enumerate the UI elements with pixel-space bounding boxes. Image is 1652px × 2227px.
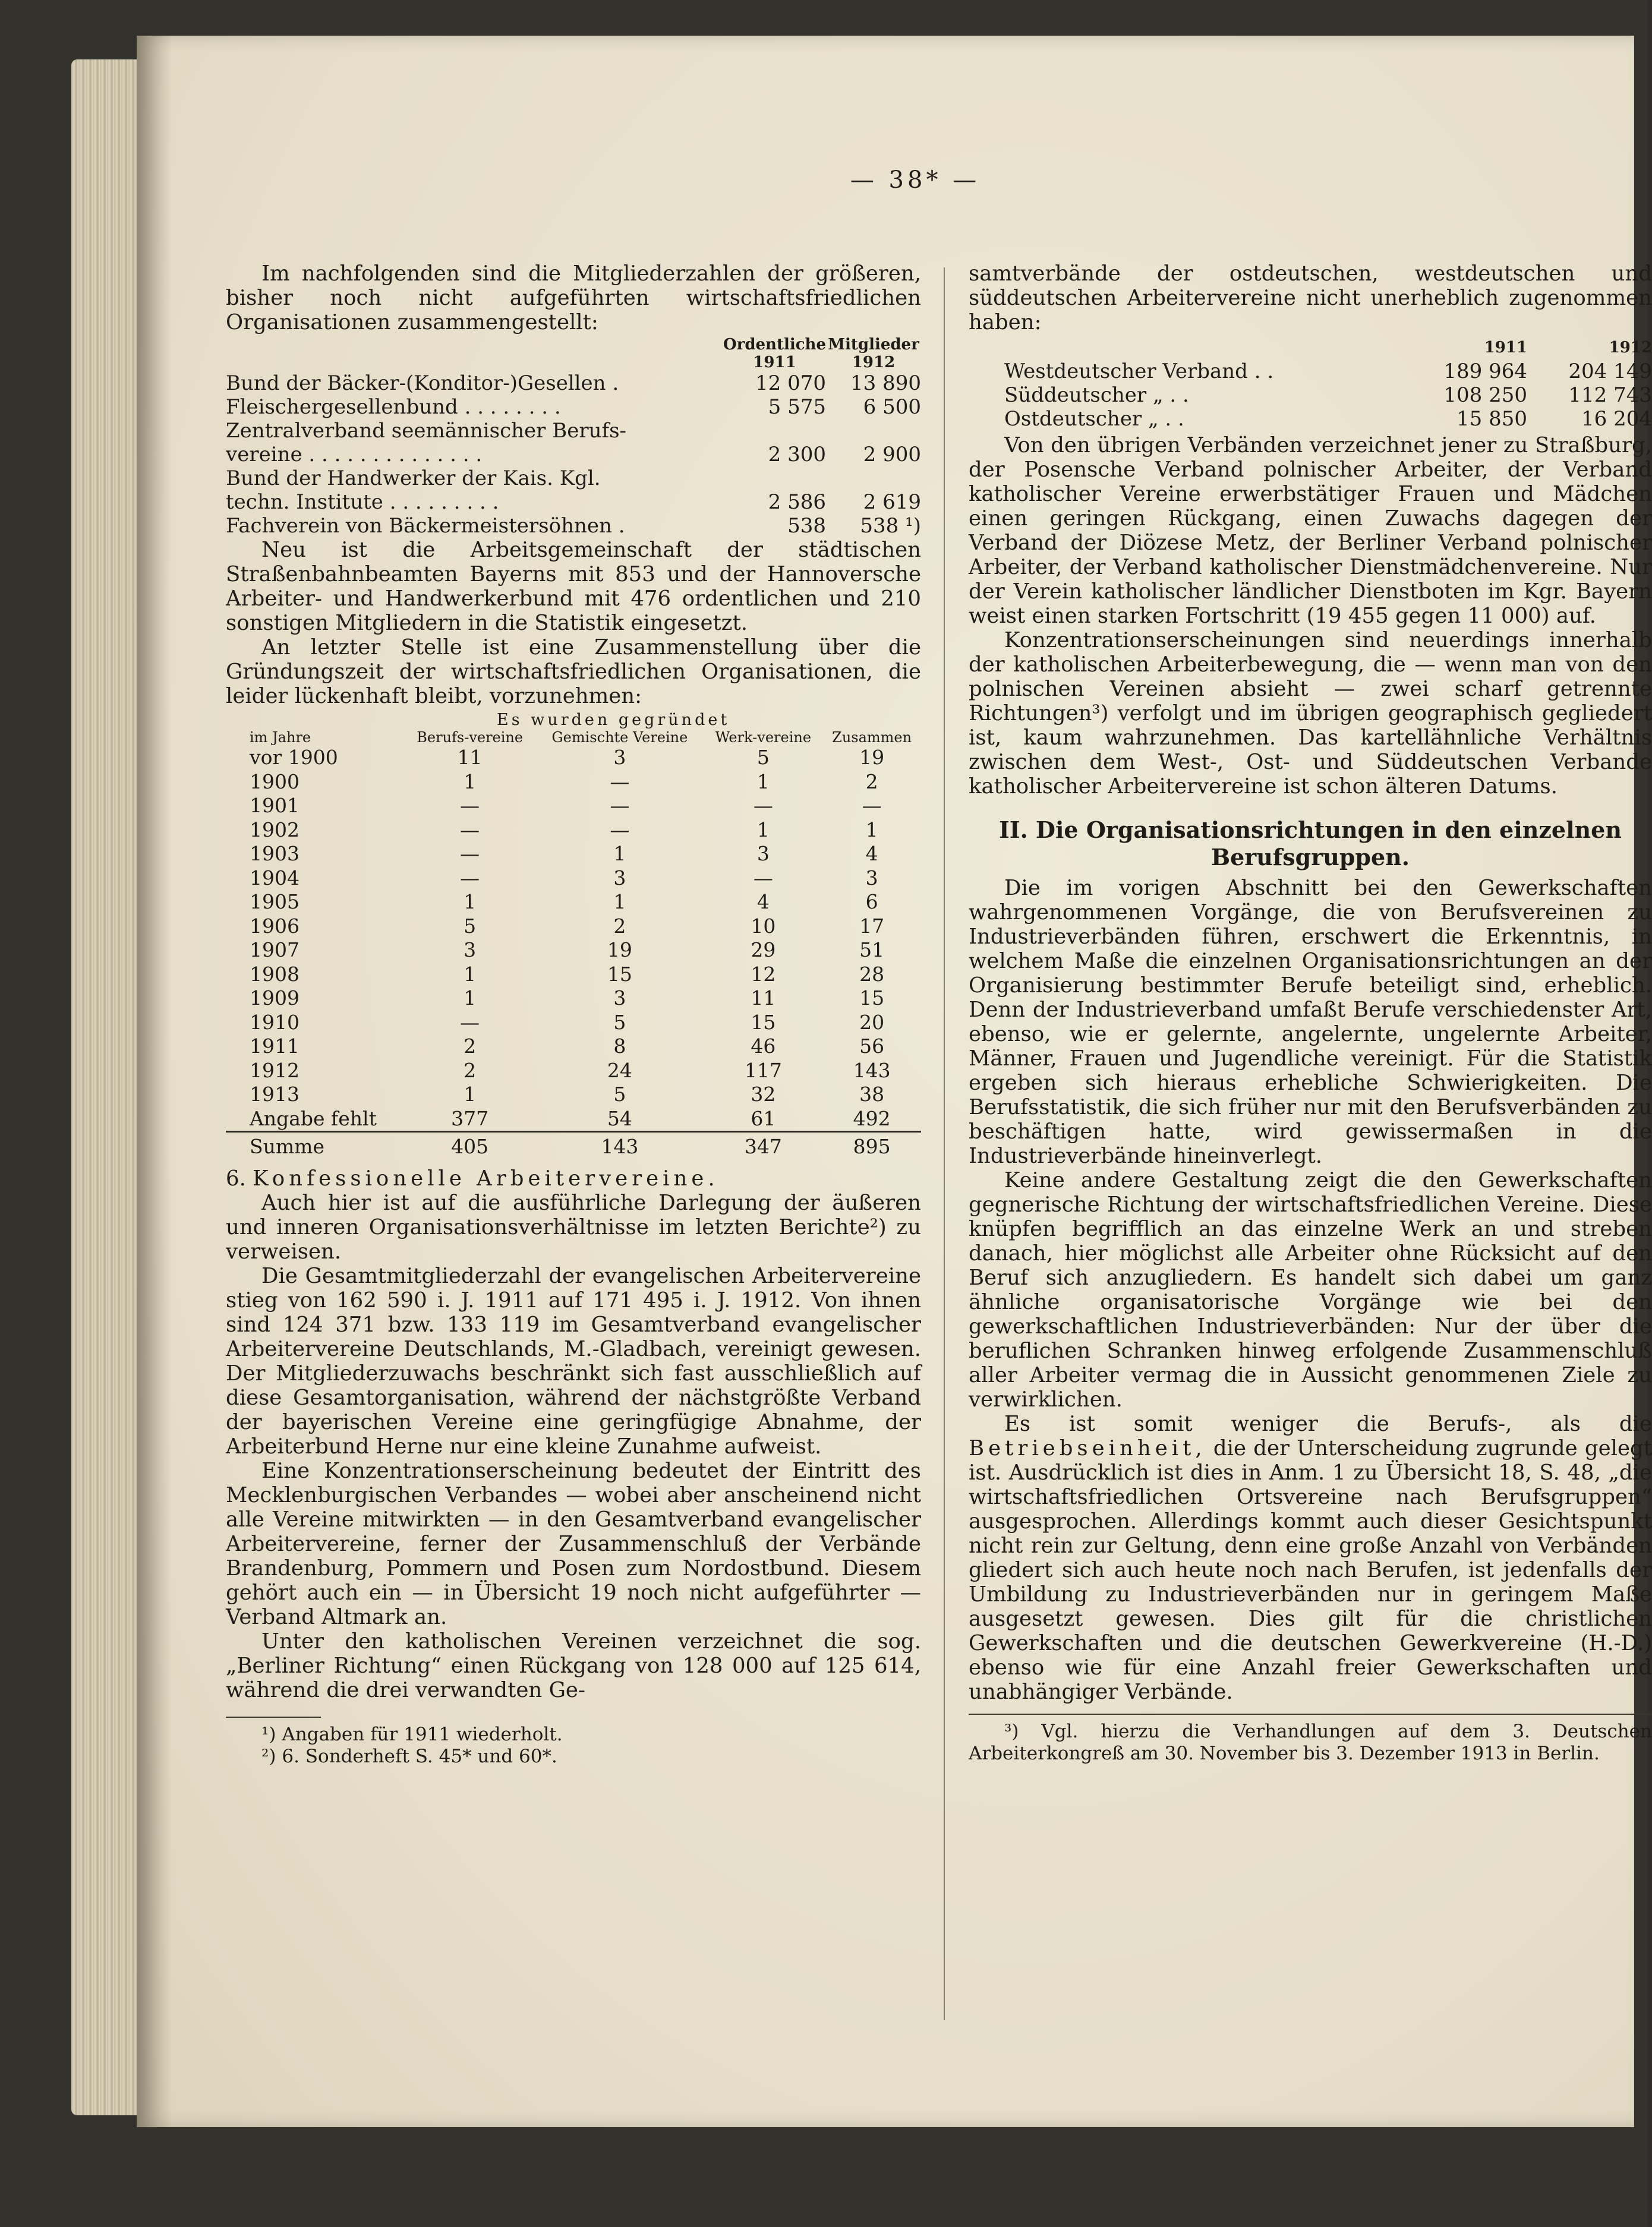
- footnote-1: ¹) Angaben für 1911 wiederholt.: [261, 1723, 563, 1745]
- row-werkvereine: —: [753, 794, 773, 817]
- year-1911: 1911: [1484, 339, 1527, 357]
- row-werkvereine: 11: [751, 986, 776, 1010]
- row-berufsvereine: 377: [404, 1107, 535, 1132]
- row-year: 1907: [250, 938, 299, 961]
- table-row: [226, 371, 921, 395]
- table-row: [969, 359, 1652, 383]
- paragraph-es-emphasis: Betriebseinheit,: [969, 1436, 1206, 1461]
- row-berufsvereine: 1: [464, 769, 477, 793]
- row-zusammen: 56: [859, 1034, 885, 1058]
- page-number: — 38* —: [850, 166, 981, 194]
- row-year: vor 1900: [250, 746, 338, 769]
- row-berufsvereine: 3: [464, 938, 477, 961]
- row-werkvereine: 61: [704, 1107, 823, 1132]
- row-value-1912: 16 204: [1581, 407, 1652, 431]
- sum-gemischte: 143: [601, 1135, 639, 1158]
- right-column: [969, 261, 1652, 1765]
- header-ordentliche: Ordentliche: [723, 336, 826, 354]
- table-row: [226, 794, 921, 818]
- row-zusammen: 492: [822, 1107, 921, 1132]
- col-werkvereine: Werk-vereine: [715, 729, 812, 746]
- paragraph-es-rest: die der Unterscheidung zugrunde gelegt ist. Ausdrücklich ist dies in Anm. 1 zu Übersicht 18, S. 48, „die wirtschaftsfriedlichen Ortsvereine nach Berufsgruppen“ ausgesprochen. Allerdings kommt auch dieser Gesichtspunkt nicht rein zur Geltung, denn eine große Anzahl von Verbänden gliedert sich auch heute noch nach Berufen, ist jedenfalls der Umbildung zu Industrieverbänden nur in geringem Maße ausgesetzt gewesen. Dies gilt für die christlichen Gewerkschaften und die deutschen Gewerkvereine (H.-D.) ebenso wie für eine Anzahl freier Gewerkschaften und unabhängiger Verbände.: [969, 1436, 1652, 1704]
- row-gemischte: —: [610, 818, 630, 841]
- table-row: [226, 842, 921, 866]
- col-year: im Jahre: [250, 729, 311, 746]
- row-gemischte: —: [610, 794, 630, 817]
- row-value-1912: [826, 466, 921, 490]
- table-row: [226, 1083, 921, 1107]
- row-year: 1909: [250, 986, 299, 1010]
- row-werkvereine: 12: [751, 962, 776, 986]
- col-zusammen: Zusammen: [832, 729, 912, 746]
- row-berufsvereine: 1: [464, 890, 477, 913]
- row-gemischte: —: [610, 769, 630, 793]
- row-werkvereine: 4: [756, 890, 770, 913]
- footnote-rule-right: [969, 1714, 1652, 1715]
- section-2-line-2: Berufsgruppen.: [1210, 844, 1410, 870]
- row-value-1912: 13 890: [850, 371, 921, 395]
- table-row: [226, 818, 921, 843]
- table-row: [226, 866, 921, 891]
- footnote-2: ²) 6. Sonderheft S. 45* und 60*.: [261, 1745, 557, 1767]
- paragraph-auch: Auch hier ist auf die ausführliche Darlegung der äußeren und inneren Organisationsverhältnisse im letzten Berichte²) zu verweisen.: [226, 1190, 921, 1264]
- row-year: 1913: [250, 1083, 299, 1106]
- table-row: [969, 407, 1652, 431]
- row-label: techn. Institute . . . . . . . . .: [226, 490, 499, 514]
- row-berufsvereine: —: [460, 842, 480, 865]
- row-label: Süddeutscher „ . .: [1004, 383, 1189, 407]
- paragraph-von: Von den übrigen Verbänden verzeichnet jener zu Straßburg, der Posensche Verband polnischer Arbeiter, der Verband katholischer Vereine erwerbstätiger Frauen und Mädchen einen geringen Rückgang, einen Zuwachs dagegen der Verband der Diözese Metz, der Berliner Verband polnischer Arbeiter, der Verband katholischer Dienstmädchenvereine. Nur der Verein katholischer ländlicher Dienstboten im Kgr. Bayern weist einen starken Fortschritt (19 455 gegen 11 000) auf.: [969, 433, 1652, 628]
- row-value-1912: [826, 419, 921, 443]
- row-value-1912: 538 ¹): [860, 514, 921, 538]
- header-mitglieder: Mitglieder: [828, 336, 919, 354]
- row-value-1911: 189 964: [1443, 359, 1527, 383]
- paragraph-es-start: Es ist somit weniger die Berufs-, als die: [1004, 1412, 1652, 1436]
- row-berufsvereine: 2: [464, 1058, 477, 1082]
- row-zusammen: 1: [865, 818, 878, 841]
- year-1911: 1911: [753, 354, 796, 371]
- row-berufsvereine: 2: [464, 1034, 477, 1058]
- catholic-federations-table: [969, 336, 1652, 431]
- table-row: [226, 419, 921, 443]
- row-value-1912: 2 900: [863, 443, 921, 466]
- row-zusammen: 3: [865, 866, 878, 889]
- table-row: [226, 746, 921, 770]
- row-year: 1910: [250, 1010, 299, 1034]
- row-label: Westdeutscher Verband . .: [1004, 359, 1274, 383]
- paragraph-gesamt: Die Gesamtmitgliederzahl der evangelischen Arbeitervereine stieg von 162 590 i. J. 1911 auf 171 495 i. J. 1912. Von ihnen sind 124 371 bzw. 133 119 im Gesamtverband evangelischer Arbeitervereine Deutschlands, M.-Gladbach, vereinigt gewesen. Der Mitgliederzuwachs beschränkt sich fast ausschließlich auf diese Gesamtorganisation, während der nächstgrößte Verband der bayerischen Vereine eine geringfügige Abnahme, der Arbeiterbund Herne nur eine kleine Zunahme aufweist.: [226, 1263, 921, 1459]
- col-gemischte: Gemischte Vereine: [551, 729, 688, 746]
- row-zusammen: 17: [859, 914, 885, 938]
- row-gemischte: 8: [613, 1034, 626, 1058]
- table-row: [226, 395, 921, 419]
- paragraph-neu: Neu ist die Arbeitsgemeinschaft der städtischen Straßenbahnbeamten Bayerns mit 853 und der Hannoversche Arbeiter- und Handwerkerbund mit 476 ordentlichen und 210 sonstigen Mitgliedern in die Statistik eingesetzt.: [226, 538, 921, 635]
- row-gemischte: 3: [613, 746, 626, 769]
- table-row: [226, 938, 921, 963]
- column-divider: [944, 267, 945, 2020]
- row-year: 1906: [250, 914, 299, 938]
- row-gemischte: 5: [613, 1083, 626, 1106]
- row-label: vereine . . . . . . . . . . . . . .: [226, 443, 483, 466]
- row-zusammen: 2: [865, 769, 878, 793]
- row-value-1912: 204 149: [1568, 359, 1652, 383]
- year-1912: 1912: [1609, 339, 1652, 357]
- row-year: 1900: [250, 769, 299, 793]
- table-row: [969, 383, 1652, 407]
- row-zusammen: 143: [853, 1058, 891, 1082]
- year-1912: 1912: [852, 354, 896, 371]
- row-zusammen: 19: [859, 746, 885, 769]
- row-berufsvereine: —: [460, 794, 480, 817]
- row-zusammen: 20: [859, 1010, 885, 1034]
- footnote-3: ³) Vgl. hierzu die Verhandlungen auf dem 3. Deutschen Arbeiterkongreß am 30. November bis 3. Dezember 1913 in Berlin.: [969, 1721, 1652, 1764]
- row-werkvereine: 10: [751, 914, 776, 938]
- membership-table-header: [226, 336, 921, 354]
- founding-table: [226, 711, 921, 1159]
- row-value-1912: 6 500: [863, 395, 921, 419]
- table-row: [226, 443, 921, 466]
- row-gemischte: 19: [607, 938, 632, 961]
- row-werkvereine: 29: [751, 938, 776, 961]
- table-row: [226, 466, 921, 490]
- row-gemischte: 1: [613, 842, 626, 865]
- section-6-title: Konfessionelle Arbeitervereine.: [253, 1166, 719, 1191]
- table-row: [226, 490, 921, 514]
- row-werkvereine: 1: [756, 818, 770, 841]
- table-row: [226, 914, 921, 939]
- row-gemischte: 2: [613, 914, 626, 938]
- row-werkvereine: 1: [756, 769, 770, 793]
- footnote-rule: [226, 1717, 321, 1718]
- row-value-1912: 2 619: [863, 490, 921, 514]
- row-berufsvereine: 1: [464, 1083, 477, 1106]
- row-value-1911: 2 300: [768, 443, 826, 466]
- row-zusammen: 6: [865, 890, 878, 913]
- row-value-1911: 2 586: [768, 490, 826, 514]
- table-row: [226, 963, 921, 987]
- row-zusammen: 51: [859, 938, 885, 961]
- table-row: [226, 1034, 921, 1059]
- row-label: Zentralverband seemännischer Berufs-: [226, 419, 627, 443]
- table-row: [226, 986, 921, 1011]
- row-year: 1904: [250, 866, 299, 889]
- paragraph-keine: Keine andere Gestaltung zeigt die den Gewerkschaften gegnerische Richtung der wirtschaftsfriedlichen Vereine. Diese knüpfen begrifflich an das einzelne Werk an und streben danach, hier möglichst alle Arbeiter ohne Rücksicht auf den Beruf sich anzugliedern. Es handelt sich dabei um ganz ähnliche organisatorische Vorgänge wie bei den gewerkschaftlichen Industrieverbänden: Nur der über die beruflichen Schranken hinweg erfolgende Zusammenschluß aller Arbeiter vermag die in Aussicht genommenen Ziele zu verwirklichen.: [969, 1168, 1652, 1412]
- row-gemischte: 24: [607, 1058, 632, 1082]
- row-label: Bund der Bäcker-(Konditor-)Gesellen .: [226, 371, 619, 395]
- row-label: Bund der Handwerker der Kais. Kgl.: [226, 466, 601, 490]
- row-year: 1905: [250, 890, 299, 913]
- paragraph-die: Die im vorigen Abschnitt bei den Gewerkschaften wahrgenommenen Vorgänge, die von Berufsvereinen zu Industrieverbänden führen, erschwert die Erkenntnis, in welchem Maße die einzelnen Organisationsrichtungen an der Organisierung bestimmter Berufe beteiligt sind, erheblich. Denn der Industrieverband umfaßt Berufe verschiedenster Art, ebenso, wie er gelernte, angelernte, ungelernte Arbeiter, Männer, Frauen und Jugendliche vereinigt. Für die Statistik ergeben sich hieraus erhebliche Schwierigkeiten. Die Berufsstatistik, die sich früher nur mit den Berufsverbänden zu beschäftigen hatte, wird gewissermaßen in die Industrieverbände hineinverlegt.: [969, 876, 1652, 1168]
- col-berufsvereine: Berufs-vereine: [417, 729, 524, 746]
- sum-label: Summe: [250, 1135, 324, 1158]
- row-year: 1911: [250, 1034, 299, 1058]
- section-2-heading: [969, 816, 1652, 871]
- row-year: Angabe fehlt: [226, 1107, 404, 1132]
- row-value-1911: [723, 419, 826, 443]
- row-year: 1912: [250, 1058, 299, 1082]
- row-label: Ostdeutscher „ . .: [1004, 407, 1184, 431]
- paragraph-letzter: An letzter Stelle ist eine Zusammenstellung über die Gründungszeit der wirtschaftsfriedlichen Organisationen, die leider lückenhaft bleibt, vorzunehmen:: [226, 635, 921, 708]
- table-row: [226, 1011, 921, 1035]
- row-werkvereine: 5: [756, 746, 770, 769]
- membership-table-years: [226, 354, 921, 371]
- row-value-1912: 112 743: [1568, 383, 1652, 407]
- section-6-heading: [226, 1166, 921, 1191]
- founding-table-body: [226, 746, 921, 1132]
- row-year: 1903: [250, 842, 299, 865]
- founding-table-header: [226, 730, 921, 746]
- left-column: [226, 261, 921, 1768]
- row-value-1911: 5 575: [768, 395, 826, 419]
- section-2-line-1: II. Die Organisationsrichtungen in den einzelnen: [999, 816, 1622, 843]
- paragraph-konz: Konzentrationserscheinungen sind neuerdings innerhalb der katholischen Arbeiterbewegung, die — wenn man von den polnischen Vereinen absieht — zwei scharf getrennte Richtungen³) verfolgt und im übrigen geographisch gegliedert ist, kaum wahrzunehmen. Das kartellähnliche Verhältnis zwischen dem West-, Ost- und Süddeutschen Verbande katholischer Arbeitervereine ist schon älteren Datums.: [969, 628, 1652, 799]
- row-werkvereine: 32: [751, 1083, 776, 1106]
- row-berufsvereine: —: [460, 1010, 480, 1034]
- intro-paragraph: Im nachfolgenden sind die Mitgliederzahlen der größeren, bisher noch nicht aufgeführten wirtschaftsfriedlichen Organisationen zusammengestellt:: [226, 261, 921, 335]
- row-zusammen: 15: [859, 986, 885, 1010]
- sum-berufsvereine: 405: [451, 1135, 489, 1158]
- founding-table-caption: Es wurden gegründet: [497, 711, 730, 729]
- row-gemischte: 54: [535, 1107, 704, 1132]
- row-gemischte: 3: [613, 986, 626, 1010]
- row-value-1911: [723, 466, 826, 490]
- row-berufsvereine: —: [460, 818, 480, 841]
- paragraph-eine: Eine Konzentrationserscheinung bedeutet der Eintritt des Mecklenburgischen Verbandes — wobei aber anscheinend nicht alle Vereine mitwirkten — in den Gesamtverband evangelischer Arbeitervereine, ferner der Zusammenschluß der Verbände Brandenburg, Pommern und Posen zum Nordostbund. Diesem gehört auch ein — in Übersicht 19 noch nicht aufgeführter — Verband Altmark an.: [226, 1458, 921, 1629]
- table-row: [226, 770, 921, 794]
- row-berufsvereine: 11: [457, 746, 483, 769]
- table-row: [226, 1059, 921, 1083]
- row-value-1911: 538: [787, 514, 826, 538]
- row-berufsvereine: 5: [464, 914, 477, 938]
- row-label: Fleischergesellenbund . . . . . . . .: [226, 395, 561, 419]
- row-zusammen: 28: [859, 962, 885, 986]
- row-label: Fachverein von Bäckermeistersöhnen .: [226, 514, 625, 538]
- table-row: [226, 514, 921, 538]
- paragraph-es: [969, 1412, 1652, 1704]
- row-gemischte: 15: [607, 962, 632, 986]
- row-gemischte: 1: [613, 890, 626, 913]
- row-value-1911: 108 250: [1443, 383, 1527, 407]
- sum-zusammen: 895: [853, 1135, 891, 1158]
- founding-table-sum: [226, 1132, 921, 1159]
- row-werkvereine: 46: [751, 1034, 776, 1058]
- row-year: 1902: [250, 818, 299, 841]
- section-6-number: 6.: [226, 1166, 246, 1191]
- row-werkvereine: 3: [756, 842, 770, 865]
- table-row: [226, 1107, 921, 1132]
- table-row: [226, 890, 921, 914]
- row-gemischte: 5: [613, 1010, 626, 1034]
- row-berufsvereine: 1: [464, 986, 477, 1010]
- paragraph-continued: samtverbände der ostdeutschen, westdeutschen und süddeutschen Arbeitervereine nicht unerheblich zugenommen haben:: [969, 261, 1652, 335]
- row-werkvereine: —: [753, 866, 773, 889]
- row-zusammen: 4: [865, 842, 878, 865]
- row-werkvereine: 117: [744, 1058, 782, 1082]
- row-zusammen: 38: [859, 1083, 885, 1106]
- row-year: 1908: [250, 962, 299, 986]
- row-year: 1901: [250, 794, 299, 817]
- row-berufsvereine: 1: [464, 962, 477, 986]
- row-value-1911: 12 070: [755, 371, 826, 395]
- sum-werkvereine: 347: [744, 1135, 782, 1158]
- paragraph-unter: Unter den katholischen Vereinen verzeichnet die sog. „Berliner Richtung“ einen Rückgang von 128 000 auf 125 614, während die drei verwandten Ge-: [226, 1629, 921, 1702]
- row-werkvereine: 15: [751, 1010, 776, 1034]
- row-berufsvereine: —: [460, 866, 480, 889]
- row-zusammen: —: [862, 794, 882, 817]
- row-value-1911: 15 850: [1456, 407, 1527, 431]
- membership-table: [226, 336, 921, 538]
- gutter-shadow: [137, 36, 172, 2127]
- row-gemischte: 3: [613, 866, 626, 889]
